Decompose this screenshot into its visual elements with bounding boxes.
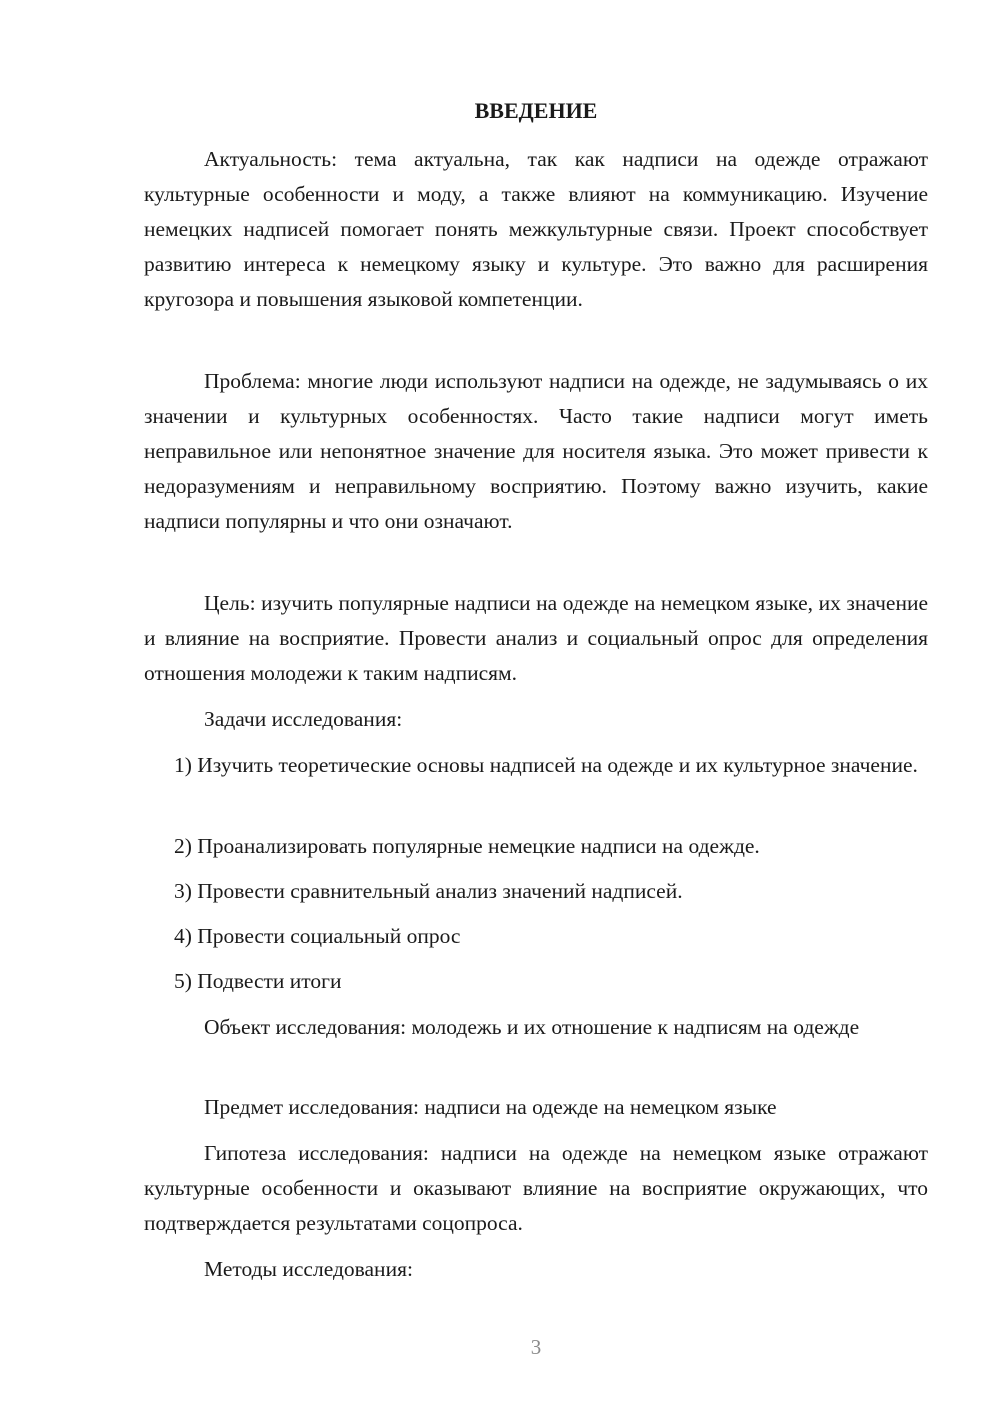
paragraph-hypothesis: Гипотеза исследования: надписи на одежде на немецком языке отражают культурные особенности и оказывают влияние на восприятие окружающих, что подтверждается результатами соцопроса. — [144, 1141, 928, 1235]
page-title: ВВЕДЕНИЕ — [474, 98, 598, 123]
task-item-5: 5) Подвести итоги — [174, 969, 342, 993]
task-item-4: 4) Провести социальный опрос — [174, 924, 461, 948]
task-item-2: 2) Проанализировать популярные немецкие надписи на одежде. — [174, 834, 760, 858]
task-item-1: 1) Изучить теоретические основы надписей на одежде и их культурное значение. — [174, 753, 918, 777]
paragraph-problem: Проблема: многие люди используют надписи на одежде, не задумываясь о их значении и культурных особенностях. Часто такие надписи могут иметь неправильное или непонятное значение для носителя языка. Это может привести к недоразумениям и неправильному восприятию. Поэтому важно изучить, какие надписи популярны и что они означают. — [144, 369, 928, 533]
methods-heading: Методы исследования: — [204, 1257, 413, 1281]
paragraph-object: Объект исследования: молодежь и их отношение к надписям на одежде — [204, 1015, 860, 1039]
page-number: 3 — [530, 1335, 542, 1359]
paragraph-goal: Цель: изучить популярные надписи на одежде на немецком языке, их значение и влияние на восприятие. Провести анализ и социальный опрос для определения отношения молодежи к таким надписям. — [144, 591, 928, 685]
paragraph-subject: Предмет исследования: надписи на одежде на немецком языке — [204, 1095, 777, 1119]
task-item-3: 3) Провести сравнительный анализ значений надписей. — [174, 879, 683, 903]
tasks-heading: Задачи исследования: — [204, 707, 403, 731]
paragraph-relevance: Актуальность: тема актуальна, так как надписи на одежде отражают культурные особенности и моду, а также влияют на коммуникацию. Изучение немецких надписей помогает понять межкультурные связи. Проект способствует развитию интереса к немецкому языку и культуре. Это важно для расширения кругозора и повышения языковой компетенции. — [144, 147, 928, 311]
